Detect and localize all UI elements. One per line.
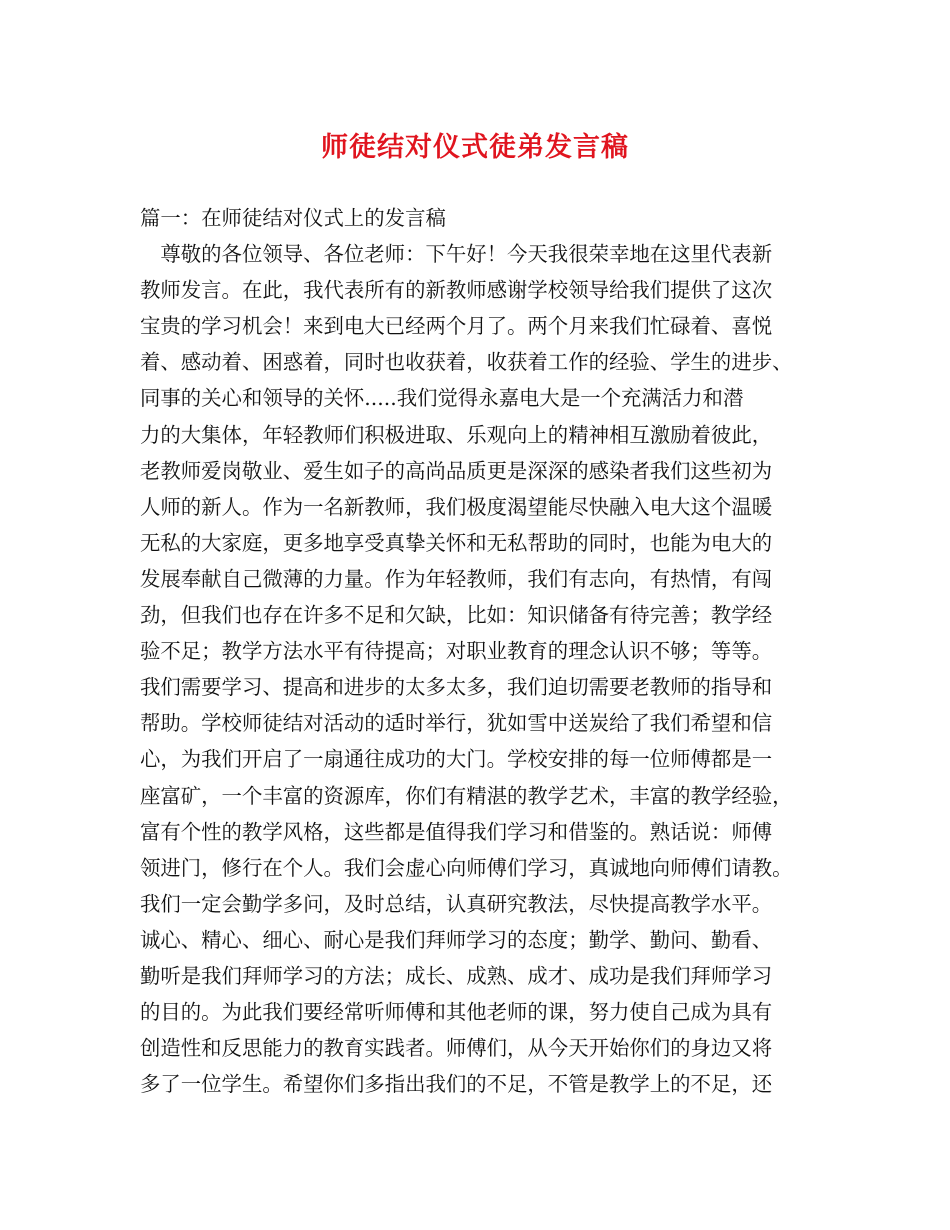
paragraph-line: 教师发言。在此，我代表所有的新教师感谢学校领导给我们提供了这次	[140, 278, 773, 303]
paragraph-line: 发展奉献自己微薄的力量。作为年轻教师，我们有志向，有热情，有闯	[140, 566, 773, 591]
paragraph-line: 多了一位学生。希望你们多指出我们的不足，不管是教学上的不足，还	[140, 1072, 773, 1097]
paragraph-line: 我们需要学习、提高和进步的太多太多，我们迫切需要老教师的指导和	[140, 675, 773, 700]
paragraph-line: 富有个性的教学风格，这些都是值得我们学习和借鉴的。熟话说：师傅	[140, 819, 773, 844]
paragraph-line: 帮助。学校师徒结对活动的适时举行，犹如雪中送炭给了我们希望和信	[140, 711, 773, 736]
section-heading: 篇一：在师徒结对仪式上的发言稿	[140, 206, 446, 230]
paragraph-line: 力的大集体，年轻教师们积极进取、乐观向上的精神相互激励着彼此，	[140, 422, 773, 447]
paragraph-line: 我们一定会勤学多问，及时总结，认真研究教法，尽快提高教学水平。	[140, 891, 773, 916]
paragraph-line: 无私的大家庭，更多地享受真挚关怀和无私帮助的同时，也能为电大的	[140, 530, 773, 555]
paragraph-line: 同事的关心和领导的关怀.....我们觉得永嘉电大是一个充满活力和潜	[140, 386, 744, 411]
paragraph-line: 座富矿，一个丰富的资源库，你们有精湛的教学艺术，丰富的教学经验，	[140, 783, 793, 808]
paragraph-line: 验不足；教学方法水平有待提高；对职业教育的理念认识不够；等等。	[140, 639, 773, 664]
paragraph-line: 劲，但我们也存在许多不足和欠缺，比如：知识储备有待完善；教学经	[140, 603, 773, 628]
paragraph-line: 的目的。为此我们要经常听师傅和其他老师的课，努力使自己成为具有	[140, 1000, 773, 1025]
paragraph-line: 创造性和反思能力的教育实践者。师傅们，从今天开始你们的身边又将	[140, 1036, 773, 1061]
paragraph-line: 心，为我们开启了一扇通往成功的大门。学校安排的每一位师傅都是一	[140, 747, 773, 772]
paragraph-line: 勤听是我们拜师学习的方法；成长、成熟、成才、成功是我们拜师学习	[140, 963, 773, 988]
paragraph-line: 人师的新人。作为一名新教师，我们极度渴望能尽快融入电大这个温暖	[140, 494, 773, 519]
paragraph-line: 宝贵的学习机会！来到电大已经两个月了。两个月来我们忙碌着、喜悦	[140, 314, 773, 339]
paragraph-line: 领进门，修行在个人。我们会虚心向师傅们学习，真诚地向师傅们请教。	[140, 855, 793, 880]
document-title: 师徒结对仪式徒弟发言稿	[321, 132, 629, 163]
paragraph-line: 老教师爱岗敬业、爱生如子的高尚品质更是深深的感染者我们这些初为	[140, 458, 773, 483]
paragraph-line: 着、感动着、困惑着，同时也收获着，收获着工作的经验、学生的进步、	[140, 350, 793, 375]
document-body	[140, 200, 830, 1102]
paragraph-line: 诚心、精心、细心、耐心是我们拜师学习的态度；勤学、勤问、勤看、	[140, 927, 773, 952]
paragraph-line: 尊敬的各位领导、各位老师：下午好！今天我很荣幸地在这里代表新	[140, 242, 773, 267]
